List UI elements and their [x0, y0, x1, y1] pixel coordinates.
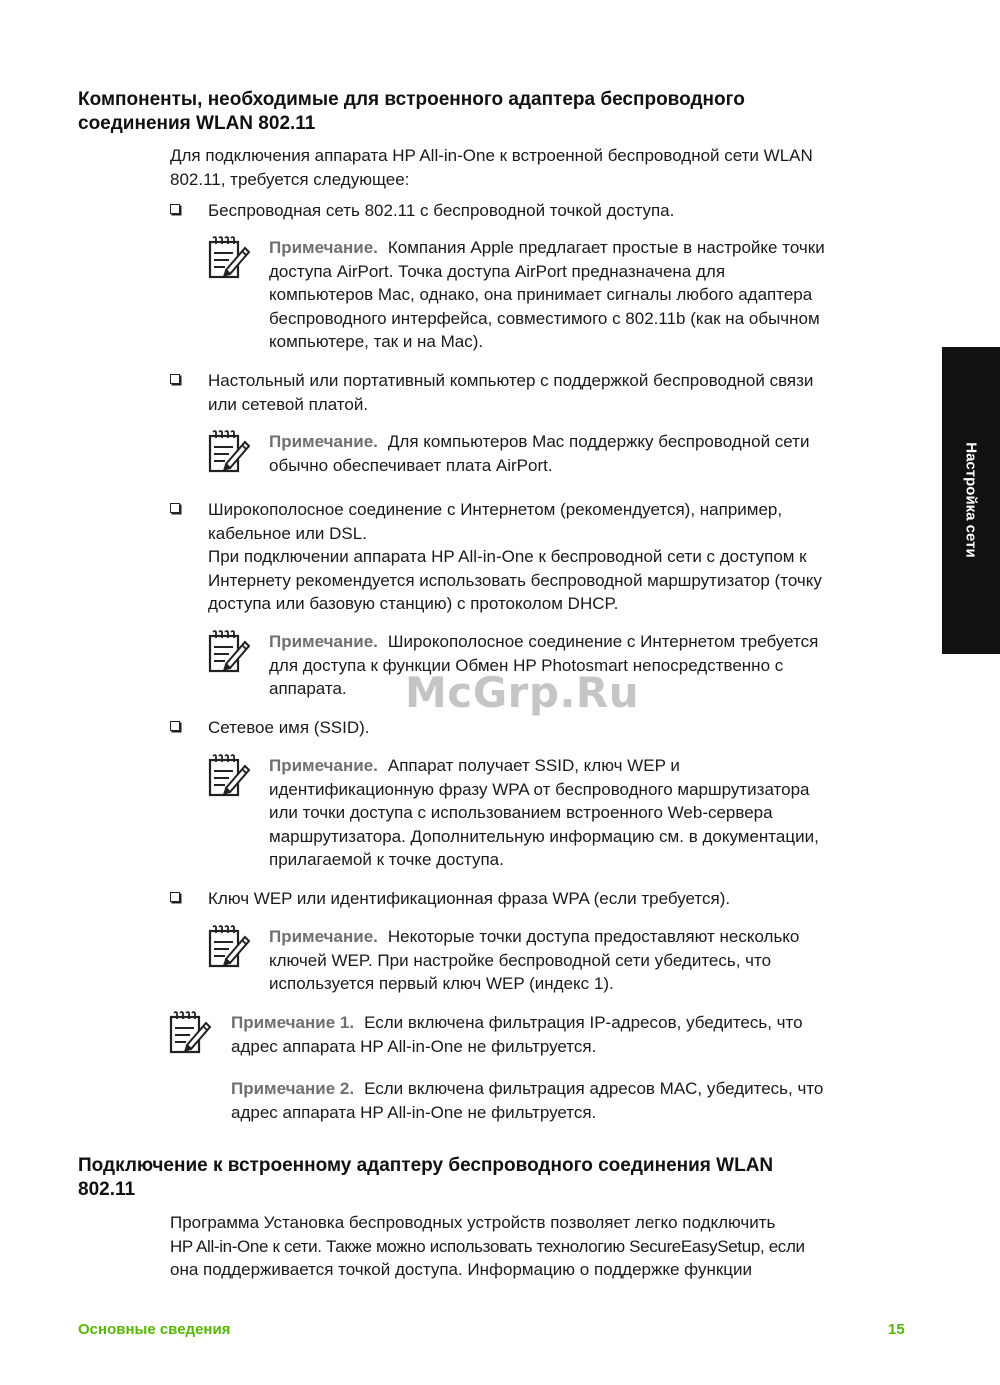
- text-line: компьютеров Mac, однако, она принимает сигналы любого адаптера: [269, 285, 813, 304]
- heading-line: соединения WLAN 802.11: [78, 113, 316, 134]
- checkbox-icon: [170, 892, 180, 902]
- checkbox-icon: [170, 374, 180, 384]
- heading-line: Компоненты, необходимые для встроенного адаптера беспроводного: [78, 89, 745, 110]
- note-label: Примечание 1.: [231, 1013, 355, 1032]
- note-label: Примечание.: [269, 238, 378, 257]
- text-line: адрес аппарата HP All-in-One не фильтруется.: [231, 1036, 597, 1056]
- note-label: Примечание.: [269, 632, 378, 651]
- text-line: Для компьютеров Mac поддержку беспроводной сети: [387, 432, 810, 451]
- watermark: McGrp.Ru: [405, 668, 640, 717]
- note-pencil-icon: [207, 236, 253, 280]
- text-line: обычно обеспечивает плата AirPort.: [269, 455, 553, 475]
- text-line: или точки доступа с использованием встроенного Web-сервера: [269, 803, 773, 822]
- checkbox-icon: [170, 204, 180, 214]
- text-line: При подключении аппарата HP All-in-One к беспроводной сети с доступом к: [208, 547, 807, 566]
- note-label: Примечание.: [269, 756, 378, 775]
- intro-paragraph: [170, 144, 930, 191]
- text-line: она поддерживается точкой доступа. Информацию о поддержке функции: [170, 1260, 753, 1279]
- page-number: 15: [888, 1321, 905, 1338]
- body-paragraph: [170, 1211, 930, 1282]
- text-line: Сетевое имя (SSID).: [208, 718, 370, 737]
- text-line: прилагаемой к точке доступа.: [269, 850, 504, 869]
- text-line: компьютере, так и на Mac).: [269, 332, 484, 351]
- note-pencil-icon: [168, 1011, 214, 1055]
- text-line: Некоторые точки доступа предоставляют несколько: [387, 927, 800, 946]
- note-pencil-icon: [207, 925, 253, 969]
- text-line: Для подключения аппарата HP All-in-One к встроенной беспроводной сети WLAN: [170, 146, 813, 165]
- text-line: Компания Apple предлагает простые в настройке точки: [387, 238, 825, 257]
- note-label: Примечание.: [269, 927, 378, 946]
- section-heading-components: [78, 88, 745, 136]
- footer-section-title: Основные сведения: [78, 1321, 231, 1338]
- side-tab: [942, 347, 1000, 654]
- note-pencil-icon: [207, 754, 253, 798]
- text-line: 802.11, требуется следующее:: [170, 169, 410, 189]
- text-line: Беспроводная сеть 802.11 с беспроводной точкой доступа.: [208, 201, 675, 220]
- text-line: идентификационную фразу WPA от беспроводного маршрутизатора: [269, 779, 810, 799]
- text-line: беспроводного интерфейса, совместимого с 802.11b (как на обычном: [269, 308, 820, 328]
- heading-line: Подключение к встроенному адаптеру беспроводного соединения WLAN: [78, 1155, 774, 1176]
- text-line: Программа Установка беспроводных устройств позволяет легко подключить: [170, 1213, 776, 1232]
- text-line: Если включена фильтрация IP-адресов, убедитесь, что: [364, 1013, 803, 1032]
- text-line: Интернету рекомендуется использовать беспроводной маршрутизатор (точку: [208, 570, 822, 590]
- note-pencil-icon: [207, 630, 253, 674]
- heading-line: 802.11: [78, 1179, 136, 1200]
- side-tab-label: Настройка сети: [962, 442, 980, 558]
- text-line: Настольный или портативный компьютер с поддержкой беспроводной связи: [208, 371, 814, 390]
- text-line: адрес аппарата HP All-in-One не фильтруется.: [231, 1102, 597, 1122]
- text-line: Ключ WEP или идентификационная фраза WPA (если требуется).: [208, 889, 731, 908]
- text-line: кабельное или DSL.: [208, 523, 367, 543]
- text-line: доступа AirPort. Точка доступа AirPort предназначена для: [269, 261, 726, 281]
- text-line: аппарата.: [269, 679, 347, 698]
- note-pencil-icon: [207, 430, 253, 474]
- note-label: Примечание.: [269, 432, 378, 451]
- text-line: или сетевой платой.: [208, 394, 369, 414]
- note-label: Примечание 2.: [231, 1079, 355, 1098]
- text-line: Широкополосное соединение с Интернетом (рекомендуется), например,: [208, 500, 783, 519]
- text-line: Аппарат получает SSID, ключ WEP и: [387, 756, 680, 775]
- text-line: Если включена фильтрация адресов MAC, убедитесь, что: [364, 1079, 824, 1098]
- text-line: маршрутизатора. Дополнительную информацию см. в документации,: [269, 826, 819, 846]
- checkbox-icon: [170, 721, 180, 731]
- text-line: Широкополосное соединение с Интернетом требуется: [387, 632, 819, 651]
- text-line: используется первый ключ WEP (индекс 1).: [269, 974, 614, 993]
- text-line: HP All-in-One к сети. Также можно использовать технологию SecureEasySetup, если: [170, 1236, 805, 1256]
- text-line: ключей WEP. При настройке беспроводной сети убедитесь, что: [269, 950, 772, 970]
- checkbox-icon: [170, 503, 180, 513]
- text-line: доступа или базовую станцию) с протоколом DHCP.: [208, 594, 619, 613]
- section-heading-connection: [78, 1154, 773, 1202]
- text-line: для доступа к функции Обмен HP Photosmart непосредственно с: [269, 655, 784, 675]
